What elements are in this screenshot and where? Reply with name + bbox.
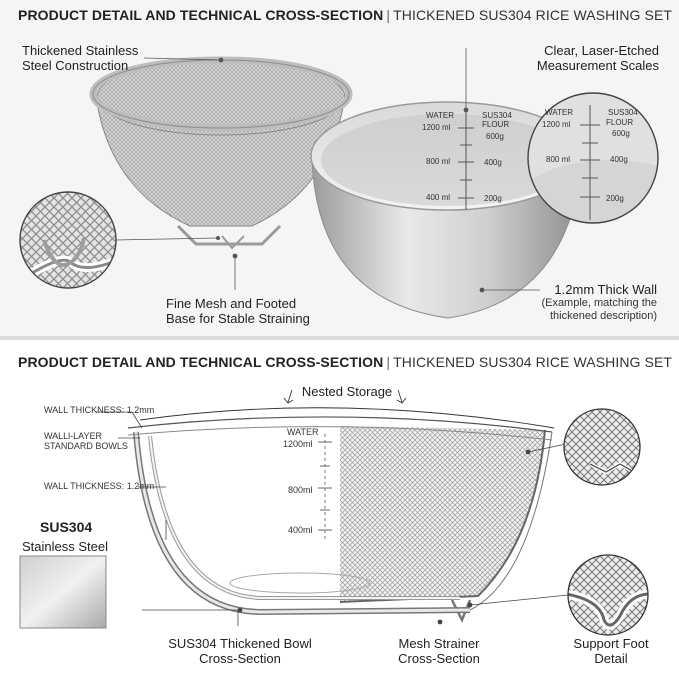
- scale-ml-400: 400ml: [288, 525, 313, 535]
- mesh-callout-line1: Fine Mesh and Footed: [166, 296, 297, 311]
- scale-water: WATER: [287, 427, 319, 437]
- bowl-scale-sus: SUS304: [482, 111, 512, 120]
- product-detail-panel: [0, 0, 679, 337]
- bowl-scale-ml-400: 400 ml: [426, 193, 451, 202]
- scales-callout: [537, 43, 659, 73]
- foot-caption-line2: Detail: [594, 651, 628, 666]
- wall-layer-line2: STANDARD BOWLS: [44, 441, 128, 451]
- bowl-scale-water: WATER: [426, 111, 454, 120]
- scales-callout-line1: Clear, Laser-Etched: [544, 43, 659, 58]
- bowl-scale-g-200: 200g: [484, 194, 502, 203]
- mesh-caption: [384, 636, 494, 666]
- header-separator: |: [386, 7, 391, 23]
- zoom-scale-g-600: 600g: [612, 129, 630, 138]
- bowl-caption-line1: SUS304 Thickened Bowl: [168, 636, 312, 651]
- steel-swatch: [20, 556, 106, 628]
- support-foot-zoom: [566, 553, 652, 639]
- wall-callout-title: 1.2mm Thick Wall: [554, 282, 657, 297]
- bowl-caption-line2: Cross-Section: [199, 651, 281, 666]
- zoom-scale-ml-1200: 1200 ml: [542, 120, 571, 129]
- wall-callout-line1: (Example, matching the: [541, 297, 657, 309]
- steel-callout: [22, 43, 138, 73]
- mesh-strainer-section: [340, 426, 545, 620]
- mesh-callout: [166, 296, 310, 326]
- header-separator: |: [386, 354, 391, 370]
- bowl-scale-flour: FLOUR: [482, 120, 510, 129]
- zoom-scale-water: WATER: [545, 108, 573, 117]
- scales-callout-line2: Measurement Scales: [536, 58, 659, 73]
- wall-callout: [541, 282, 657, 323]
- wall-callout-line2: thickened description): [549, 310, 657, 322]
- scale-ml-800: 800ml: [288, 485, 313, 495]
- bowl-caption: [164, 636, 316, 666]
- mesh-caption-line2: Cross-Section: [398, 651, 480, 666]
- bowl-scale-ml-800: 800 ml: [426, 157, 451, 166]
- foot-caption: [560, 636, 662, 666]
- material-label: SUS304: [40, 519, 93, 535]
- wall-layer-label: [44, 431, 128, 451]
- zoom-scale-ml-800: 800 ml: [546, 155, 571, 164]
- bowl-scale-g-400: 400g: [484, 158, 502, 167]
- mesh-detail-zoom: [560, 405, 650, 495]
- header-title-light: THICKENED SUS304 RICE WASHING SET: [393, 354, 673, 370]
- wall-layer-line1: WALLl-LAYER: [44, 431, 103, 441]
- bowl-scale-ml-1200: 1200 ml: [422, 123, 451, 132]
- bowl-scale-g-600: 600g: [486, 132, 504, 141]
- nested-storage-label: Nested Storage: [301, 384, 393, 399]
- wall-thickness-mid: WALL THICKNESS: 1.2mm: [44, 481, 155, 491]
- mesh-caption-line1: Mesh Strainer: [398, 636, 480, 651]
- wall-thickness-top: WALL THICKNESS: 1.2mm: [44, 405, 155, 415]
- zoom-scale-g-200: 200g: [606, 194, 624, 203]
- header-title-bold: PRODUCT DETAIL AND TECHNICAL CROSS-SECTION: [18, 354, 384, 370]
- steel-callout-line1: Thickened Stainless: [22, 43, 139, 58]
- header-title-bold: PRODUCT DETAIL AND TECHNICAL CROSS-SECTION: [18, 7, 384, 23]
- steel-callout-line2: Steel Construction: [22, 58, 129, 73]
- foot-caption-line1: Support Foot: [573, 636, 649, 651]
- zoom-scale-g-400: 400g: [610, 155, 628, 164]
- mesh-callout-line2: Base for Stable Straining: [166, 311, 310, 326]
- scale-ml-1200: 1200ml: [283, 439, 313, 449]
- material-sublabel: Stainless Steel: [22, 539, 108, 554]
- zoom-scale-flour: FLOUR: [606, 118, 634, 127]
- header-title-light: THICKENED SUS304 RICE WASHING SET: [393, 7, 673, 23]
- zoom-scale-sus: SUS304: [608, 108, 638, 117]
- cross-section-panel: [0, 340, 679, 679]
